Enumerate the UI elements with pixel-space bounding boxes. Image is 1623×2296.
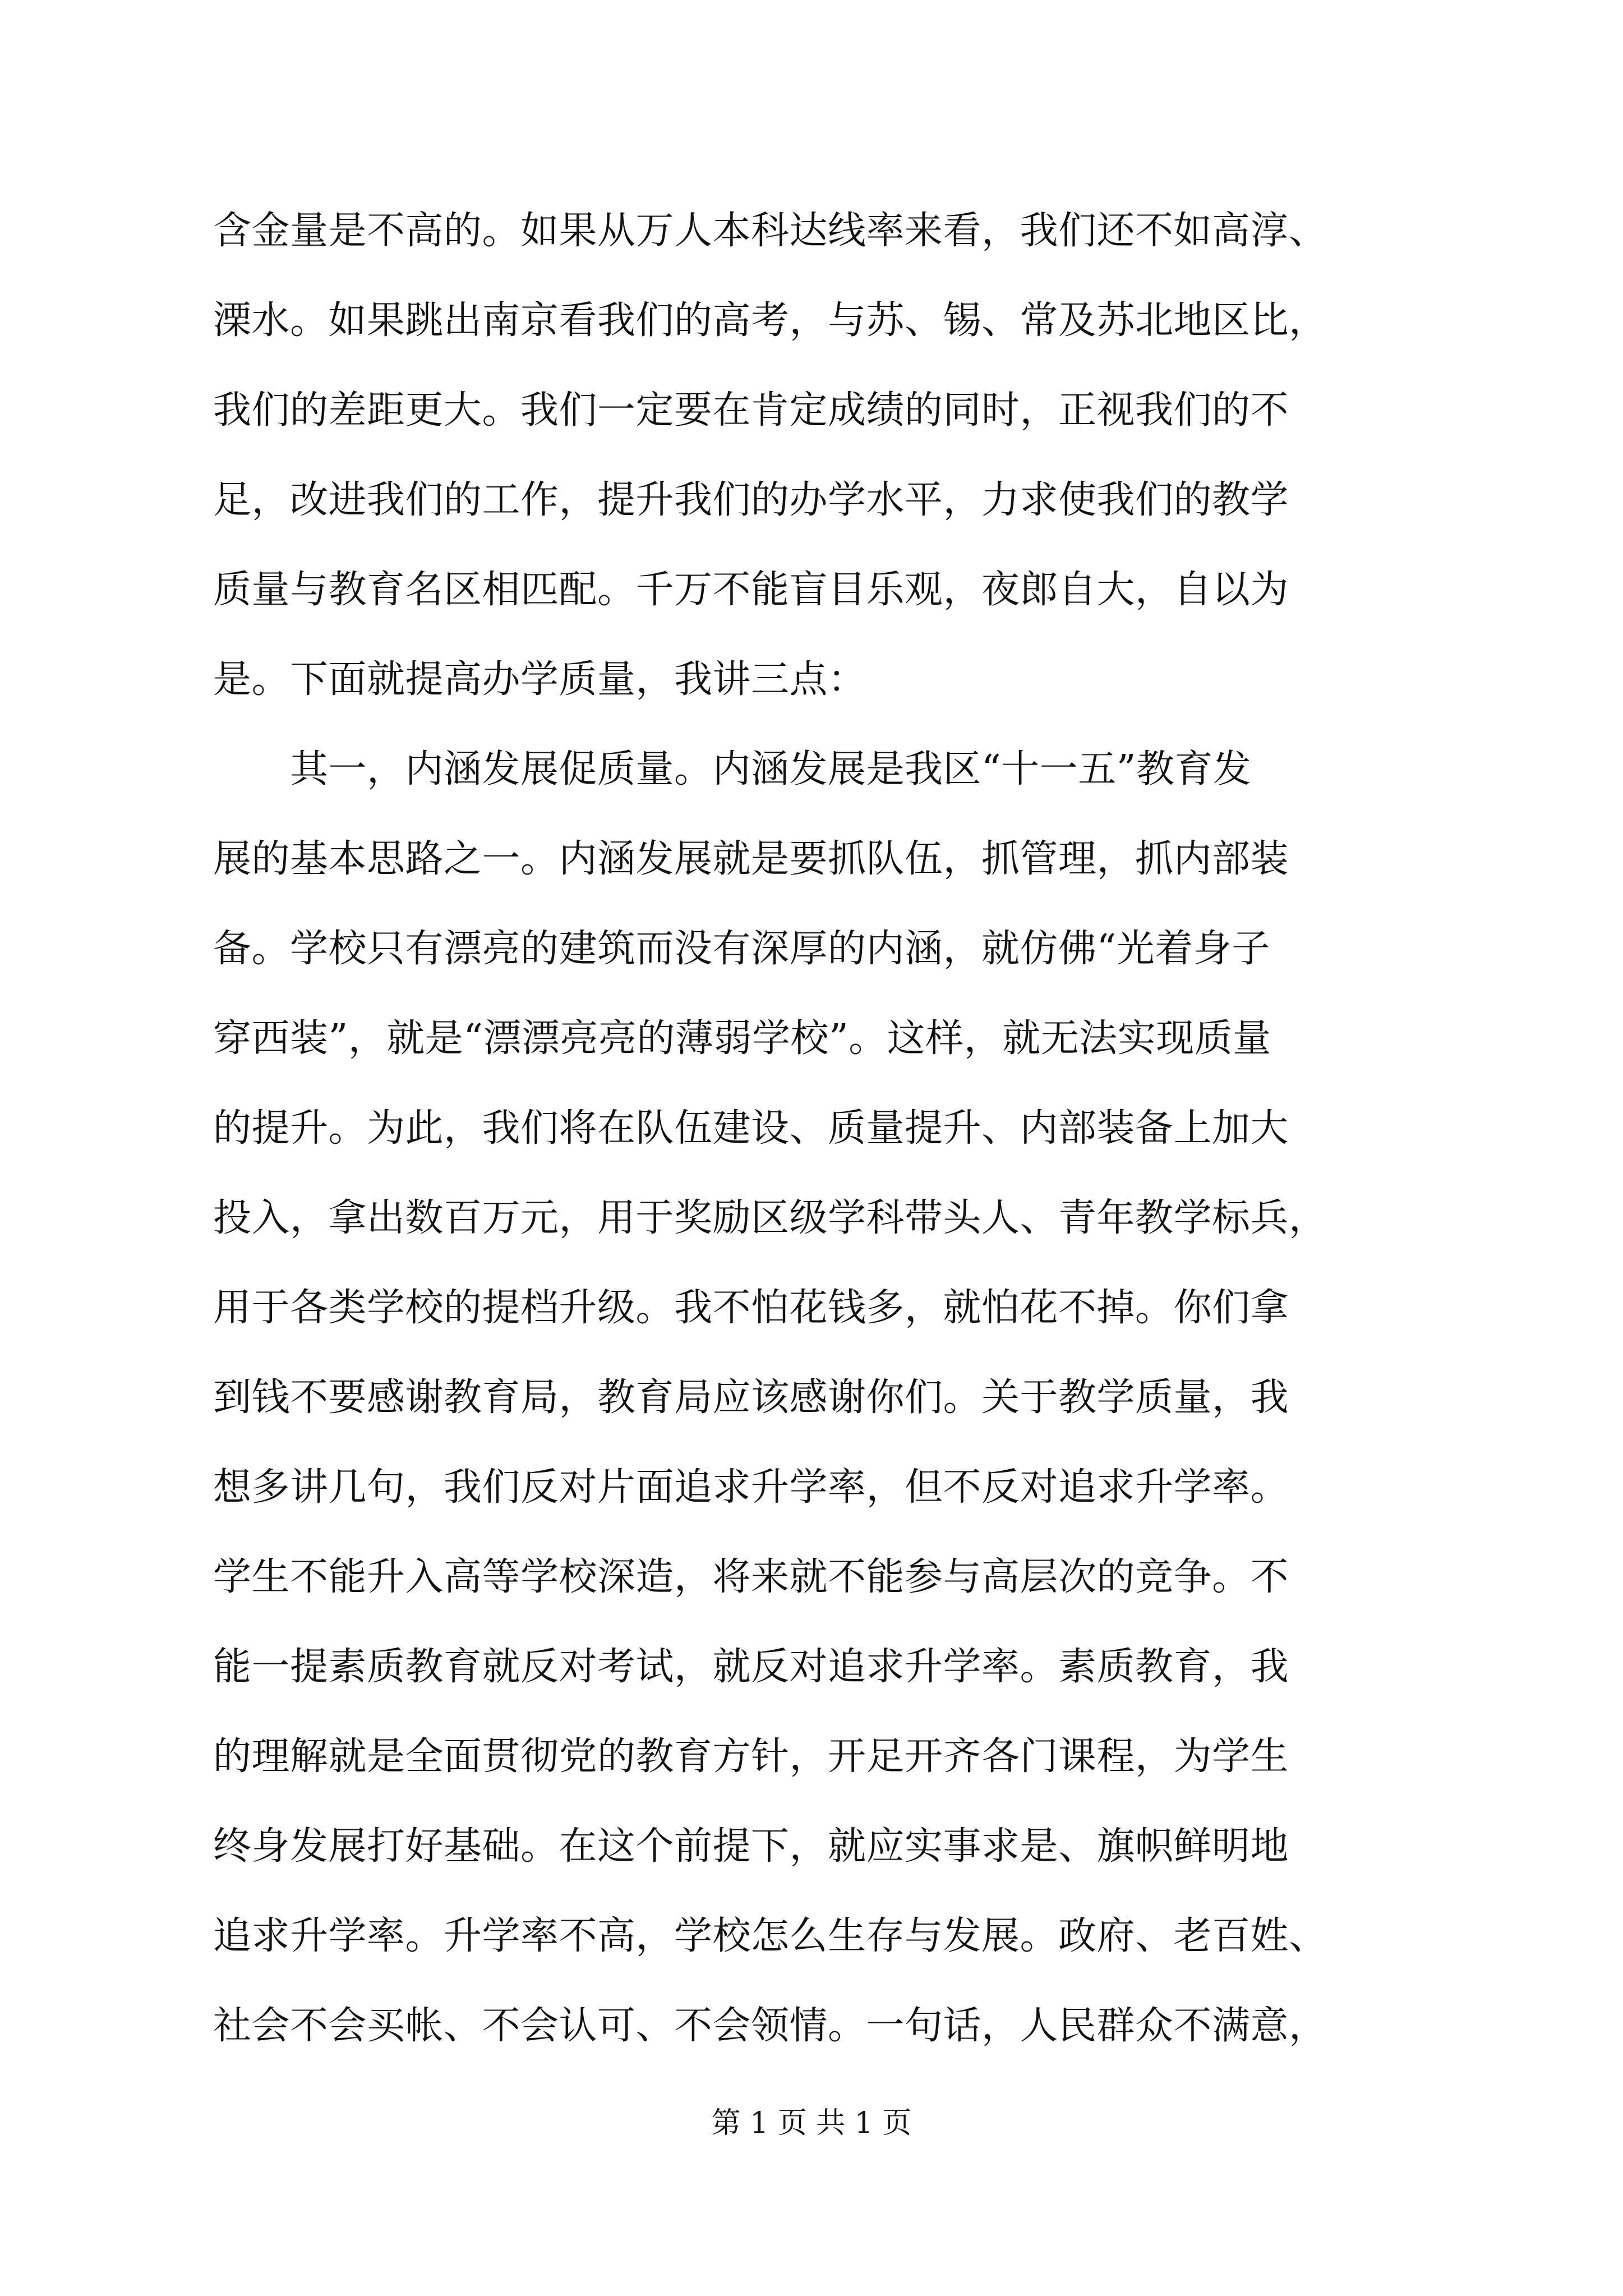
- text-line: 质量与教育名区相匹配。千万不能盲目乐观，夜郎自大，自以为: [213, 568, 1289, 612]
- text-line: 社会不会买帐、不会认可、不会领情。一句话，人民群众不满意，: [213, 2004, 1327, 2048]
- text-line: 穿西装”，就是“漂漂亮亮的薄弱学校”。这样，就无法实现质量: [213, 1016, 1271, 1061]
- text-line: 追求升学率。升学率不高，学校怎么生存与发展。政府、老百姓、: [213, 1914, 1327, 1958]
- text-line: 用于各类学校的提档升级。我不怕花钱多，就怕花不掉。你们拿: [213, 1286, 1289, 1330]
- text-line: 含金量是不高的。如果从万人本科达线率来看，我们还不如高淳、: [213, 209, 1327, 253]
- text-line: 我们的差距更大。我们一定要在肯定成绩的同时，正视我们的不: [213, 388, 1289, 432]
- text-line: 到钱不要感谢教育局，教育局应该感谢你们。关于教学质量，我: [213, 1375, 1289, 1420]
- text-line: 能一提素质教育就反对考试，就反对追求升学率。素质教育，我: [213, 1645, 1289, 1689]
- text-line: 展的基本思路之一。内涵发展就是要抓队伍，抓管理，抓内部装: [213, 837, 1289, 881]
- text-line: 备。学校只有漂亮的建筑而没有深厚的内涵，就仿佛“光着身子: [213, 927, 1270, 971]
- text-line: 的理解就是全面贯彻党的教育方针，开足开齐各门课程，为学生: [213, 1734, 1289, 1779]
- text-line: 投入，拿出数百万元，用于奖励区级学科带头人、青年教学标兵，: [213, 1196, 1327, 1240]
- body-text: [213, 186, 1436, 2071]
- text-line: 想多讲几句，我们反对片面追求升学率，但不反对追求升学率。: [213, 1465, 1289, 1510]
- text-line: 学生不能升入高等学校深造，将来就不能参与高层次的竞争。不: [213, 1555, 1289, 1599]
- text-line: 其一，内涵发展促质量。内涵发展是我区“十一五”教育发: [213, 747, 1252, 792]
- text-line: 的提升。为此，我们将在队伍建设、质量提升、内部装备上加大: [213, 1106, 1289, 1151]
- text-line: 是。下面就提高办学质量，我讲三点：: [213, 657, 866, 702]
- text-line: 溧水。如果跳出南京看我们的高考，与苏、锡、常及苏北地区比，: [213, 298, 1327, 343]
- text-line: 终身发展打好基础。在这个前提下，就应实事求是、旗帜鲜明地: [213, 1824, 1289, 1869]
- text-line: 足，改进我们的工作，提升我们的办学水平，力求使我们的教学: [213, 478, 1289, 522]
- page-number-footer: 第 1 页 共 1 页: [711, 2106, 912, 2140]
